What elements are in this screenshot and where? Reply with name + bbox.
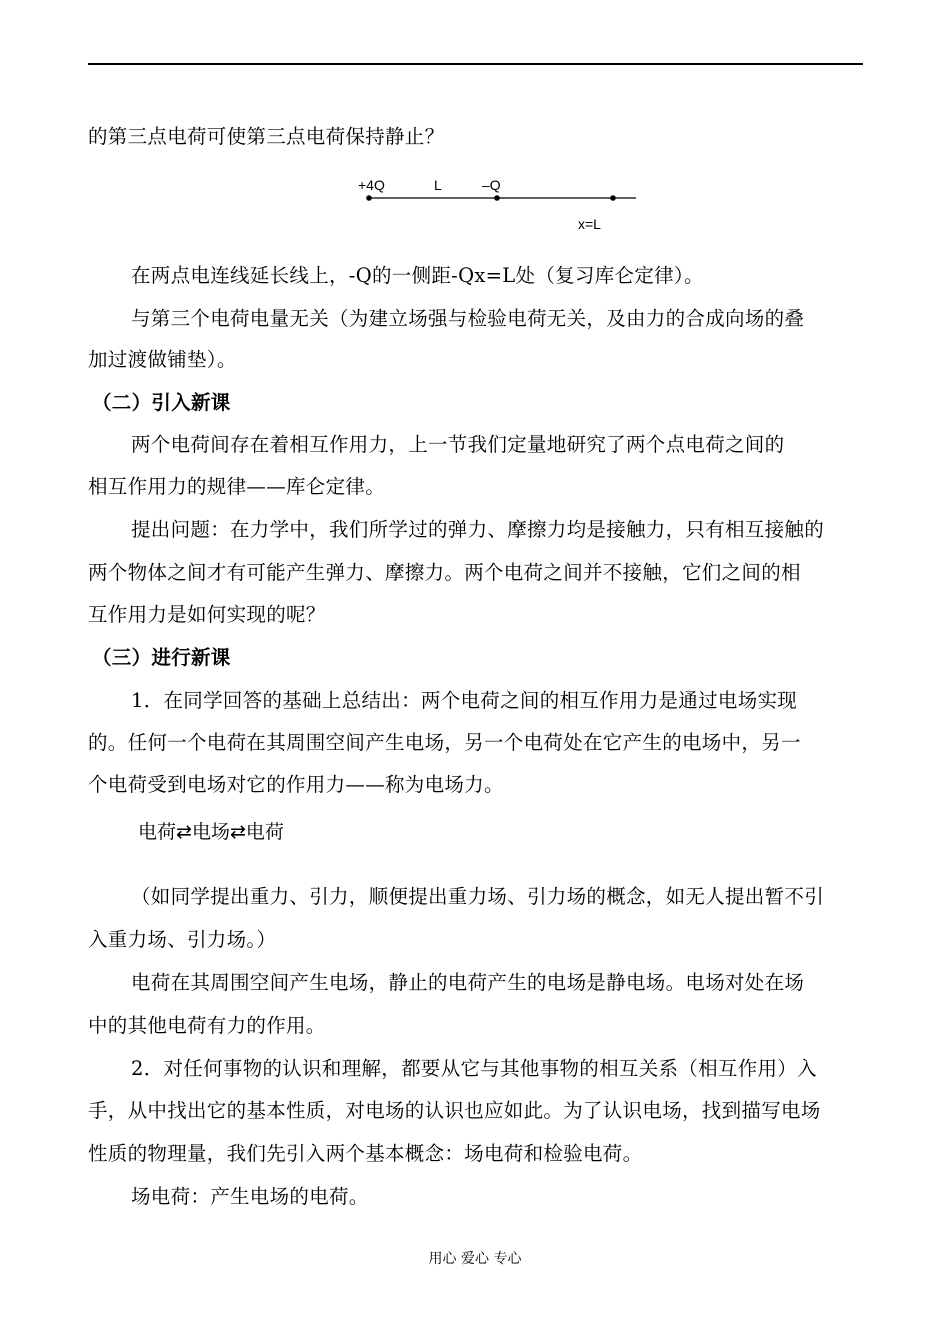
text-line: 与第三个电荷电量无关（为建立场强与检验电荷无关，及由力的合成向场的叠 <box>131 307 805 330</box>
swap-arrow-icon: ⇄ <box>229 821 246 843</box>
swap-arrow-icon: ⇄ <box>176 821 192 843</box>
charge-diagram <box>350 173 650 238</box>
charge-point-3 <box>610 195 616 201</box>
text-line: 电荷在其周围空间产生电场，静止的电荷产生的电场是静电场。电场对处在场 <box>131 971 805 994</box>
text-line: 两个电荷间存在着相互作用力，上一节我们定量地研究了两个点电荷之间的 <box>131 433 785 456</box>
charge-point-1 <box>366 195 372 201</box>
text-line: （如同学提出重力、引力，顺便提出重力场、引力场的概念，如无人提出暂不引 <box>131 885 825 908</box>
label-x-eq-l: x=L <box>578 216 601 232</box>
text-line: 的。任何一个电荷在其周围空间产生电场，另一个电荷处在它产生的电场中，另一 <box>88 731 801 754</box>
text-line: 互作用力是如何实现的呢？ <box>88 603 326 626</box>
text-line: 提出问题：在力学中，我们所学过的弹力、摩擦力均是接触力，只有相互接触的 <box>131 518 825 541</box>
charge-point-2 <box>494 195 500 201</box>
text-line: 在两点电连线延长线上，-Q的一侧距-Qx=L处（复习库仑定律）。 <box>131 264 704 287</box>
diagram-charge-b: 电荷 <box>245 821 284 843</box>
text-line: 2．对任何事物的认识和理解，都要从它与其他事物的相互关系（相互作用）入 <box>131 1057 817 1080</box>
section-heading: （三）进行新课 <box>92 646 231 669</box>
text-line: 个电荷受到电场对它的作用力——称为电场力。 <box>88 773 504 796</box>
label-l: L <box>434 177 442 193</box>
text-line: 场电荷：产生电场的电荷。 <box>131 1185 369 1208</box>
charge-field-diagram <box>138 817 284 844</box>
text-line: 中的其他电荷有力的作用。 <box>88 1014 326 1037</box>
text-line: 两个物体之间才有可能产生弹力、摩擦力。两个电荷之间并不接触，它们之间的相 <box>88 561 801 584</box>
diagram-field: 电场 <box>191 821 230 843</box>
label-minus-q: –Q <box>482 177 501 193</box>
page-footer: 用心 爱心 专心 <box>428 1251 522 1267</box>
text-line: 加过渡做铺垫）。 <box>88 348 237 371</box>
text-line: 的第三点电荷可使第三点电荷保持静止？ <box>88 125 445 148</box>
text-line: 相互作用力的规律——库仑定律。 <box>88 475 385 498</box>
label-plus-4q: +4Q <box>358 177 385 193</box>
diagram-charge-a: 电荷 <box>138 821 177 843</box>
text-line: 手，从中找出它的基本性质，对电场的认识也应如此。为了认识电场，找到描写电场 <box>88 1099 821 1122</box>
header-rule <box>88 63 863 65</box>
section-heading: （二）引入新课 <box>92 391 231 414</box>
text-line: 性质的物理量，我们先引入两个基本概念：场电荷和检验电荷。 <box>88 1142 643 1165</box>
text-line: 入重力场、引力场。） <box>88 928 277 951</box>
text-line: 1．在同学回答的基础上总结出：两个电荷之间的相互作用力是通过电场实现 <box>131 689 798 712</box>
